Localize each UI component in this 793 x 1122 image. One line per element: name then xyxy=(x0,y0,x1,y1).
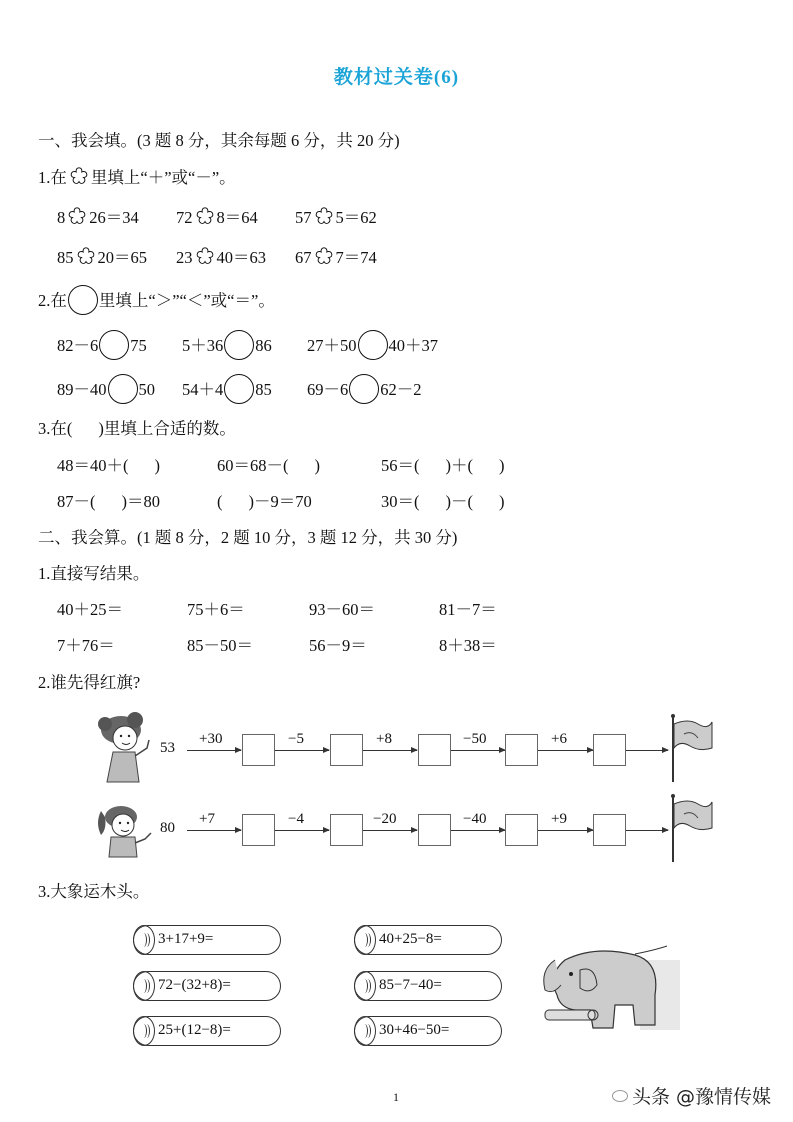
chain-op: +7 xyxy=(199,811,215,827)
section-2-heading: 二、我会算。(1 题 8 分，2 题 10 分，3 题 12 分，共 30 分) xyxy=(38,528,458,547)
s2-q3-prompt: 3.大象运木头。 xyxy=(38,882,150,901)
q2-item: 82－6 75 xyxy=(57,330,147,360)
q1-prompt xyxy=(38,164,236,189)
chain-op: +8 xyxy=(376,731,392,747)
calc-item: 40＋25＝ xyxy=(57,600,123,619)
chain-op: +30 xyxy=(199,731,223,747)
q3-item: 30＝( )－( ) xyxy=(381,492,505,511)
elephant-illustration xyxy=(535,940,685,1035)
log-item: 30+46−50= xyxy=(354,1016,502,1046)
log-item: 85−7−40= xyxy=(354,971,502,1001)
q1-item: 67 7＝74 xyxy=(295,244,377,269)
page-title: 教材过关卷(6) xyxy=(333,67,460,88)
q2-item: 54＋4 85 xyxy=(182,374,272,404)
log-item: 3+17+9= xyxy=(133,925,281,955)
circle-answer-blank[interactable] xyxy=(224,330,254,360)
q2-item: 69－6 62－2 xyxy=(307,374,422,404)
circle-icon xyxy=(68,285,98,315)
chain-op: −5 xyxy=(288,731,304,747)
calc-item: 8＋38＝ xyxy=(439,636,497,655)
page-number: 1 xyxy=(393,1090,399,1104)
arrow xyxy=(451,750,505,751)
flower-answer-blank[interactable] xyxy=(194,205,216,229)
calc-item: 7＋76＝ xyxy=(57,636,115,655)
arrow xyxy=(538,830,593,831)
flower-answer-blank[interactable] xyxy=(75,245,97,269)
chain-1-start: 53 xyxy=(160,740,175,756)
chain-answer-box[interactable] xyxy=(330,734,363,766)
chain-op: −50 xyxy=(463,731,487,747)
chain-answer-box[interactable] xyxy=(593,734,626,766)
s2-q2-prompt: 2.谁先得红旗? xyxy=(38,673,141,692)
q2-item: 27＋50 40＋37 xyxy=(307,330,438,360)
chain-answer-box[interactable] xyxy=(418,814,451,846)
q2-item: 5＋36 86 xyxy=(182,330,272,360)
arrow xyxy=(626,830,668,831)
circle-answer-blank[interactable] xyxy=(108,374,138,404)
chain-answer-box[interactable] xyxy=(505,734,538,766)
arrow xyxy=(187,830,241,831)
q1-prompt-post: 里填上“＋”或“－”。 xyxy=(90,168,236,187)
log-end-icon xyxy=(354,1016,376,1046)
chain-answer-box[interactable] xyxy=(242,734,275,766)
q3-item: ( )－9＝70 xyxy=(217,492,312,511)
chain-op: −4 xyxy=(288,811,304,827)
chain-op: −40 xyxy=(463,811,487,827)
arrow xyxy=(275,750,329,751)
s2-q1-prompt: 1.直接写结果。 xyxy=(38,564,150,583)
circle-answer-blank[interactable] xyxy=(358,330,388,360)
flower-icon xyxy=(68,165,90,189)
arrow xyxy=(451,830,505,831)
chain-2-start: 80 xyxy=(160,820,175,836)
calc-item: 56－9＝ xyxy=(309,636,367,655)
red-flag-icon xyxy=(668,712,718,784)
q2-prompt: 2.在 里填上“＞”“＜”或“＝”。 xyxy=(38,285,275,315)
log-end-icon xyxy=(354,925,376,955)
log-end-icon xyxy=(133,925,155,955)
flower-answer-blank[interactable] xyxy=(313,245,335,269)
q3-item: 56＝( )＋( ) xyxy=(381,456,505,475)
chain-answer-box[interactable] xyxy=(593,814,626,846)
q1-item: 85 20＝65 xyxy=(57,244,147,269)
flower-answer-blank[interactable] xyxy=(313,205,335,229)
chain-answer-box[interactable] xyxy=(505,814,538,846)
q1-item: 57 5＝62 xyxy=(295,204,377,229)
q2-item: 89－40 50 xyxy=(57,374,155,404)
chain-op: +6 xyxy=(551,731,567,747)
circle-answer-blank[interactable] xyxy=(349,374,379,404)
arrow xyxy=(187,750,241,751)
arrow xyxy=(363,750,417,751)
log-item: 40+25−8= xyxy=(354,925,502,955)
chain-op: −20 xyxy=(373,811,397,827)
q3-item: 48＝40＋( ) xyxy=(57,456,160,475)
girl-ponytail-illustration xyxy=(95,803,155,858)
watermark: 头条 @豫情传媒 xyxy=(612,1082,771,1109)
chain-answer-box[interactable] xyxy=(418,734,451,766)
circle-answer-blank[interactable] xyxy=(224,374,254,404)
girl-curly-hair-illustration xyxy=(95,710,155,785)
chain-answer-box[interactable] xyxy=(330,814,363,846)
arrow xyxy=(363,830,417,831)
log-end-icon xyxy=(133,1016,155,1046)
chain-answer-box[interactable] xyxy=(242,814,275,846)
q3-prompt: 3.在( )里填上合适的数。 xyxy=(38,419,236,438)
arrow xyxy=(626,750,668,751)
calc-item: 93－60＝ xyxy=(309,600,375,619)
q1-item: 8 26＝34 xyxy=(57,204,139,229)
speech-bubble-icon xyxy=(612,1090,628,1102)
arrow xyxy=(275,830,329,831)
circle-answer-blank[interactable] xyxy=(99,330,129,360)
q1-item: 23 40＝63 xyxy=(176,244,266,269)
calc-item: 81－7＝ xyxy=(439,600,497,619)
red-flag-icon xyxy=(668,792,718,864)
calc-item: 85－50＝ xyxy=(187,636,253,655)
flower-answer-blank[interactable] xyxy=(66,205,88,229)
q1-prompt-pre: 1.在 xyxy=(38,168,67,187)
flower-answer-blank[interactable] xyxy=(194,245,216,269)
log-item: 25+(12−8)= xyxy=(133,1016,281,1046)
q1-item: 72 8＝64 xyxy=(176,204,258,229)
calc-item: 75＋6＝ xyxy=(187,600,245,619)
log-end-icon xyxy=(354,971,376,1001)
chain-op: +9 xyxy=(551,811,567,827)
q3-item: 87－( )＝80 xyxy=(57,492,160,511)
section-1-heading: 一、我会填。(3 题 8 分，其余每题 6 分，共 20 分) xyxy=(38,131,400,150)
arrow xyxy=(538,750,593,751)
q3-item: 60＝68－( ) xyxy=(217,456,320,475)
log-item: 72−(32+8)= xyxy=(133,971,281,1001)
log-end-icon xyxy=(133,971,155,1001)
